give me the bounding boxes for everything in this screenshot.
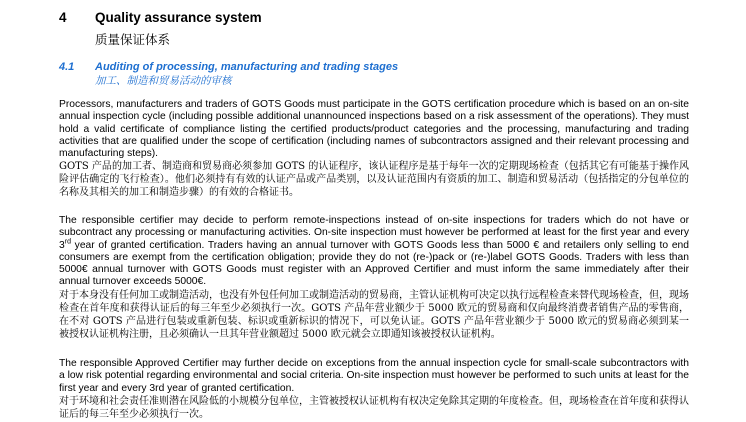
section-title-chinese: 质量保证体系 (95, 33, 171, 47)
subsection-title-chinese: 加工、制造和贸易活动的审核 (95, 75, 232, 87)
paragraph-2-english-part-b: year of granted certification. Traders having an annual turnover with GOTS Goods less than 5000 € and retailers only selling to end consumers are exempt from the certification obligation; provide they do not (re-)pack or (re-)label GOTS Goods. Traders with less than 5000€ annual turnover with GOTS Goods must register with an Approved Certifier and must inform the same immediately after their annual turnover exceeds 5000€. (59, 239, 689, 288)
subsection-title: Auditing of processing, manufacturing and trading stages (95, 61, 399, 73)
ordinal-suffix: rd (64, 238, 71, 246)
paragraph-1-chinese: GOTS 产品的加工者、制造商和贸易商必须参加 GOTS 的认证程序，该认证程序是基于每年一次的定期现场检查（包括其它有可能基于操作风险评估确定的飞行检查）。他们必须持有有效的认证产品或产品类别，以及认证范围内有资质的加工、制造和贸易活动（包括指定的分包单位的名称及其相关的加工和制造步骤）的有效的合格证书。 (59, 161, 689, 199)
paragraph-1 (59, 99, 689, 199)
paragraph-3-chinese: 对于环境和社会责任准则潜在风险低的小规模分包单位，主管被授权认证机构有权决定免除其定期的年度检查。但，现场检查在首年度和获得认证后的每三年至少必须执行一次。 (59, 395, 689, 420)
paragraph-3-english: The responsible Approved Certifier may further decide on exceptions from the annual inspection cycle for small-scale subcontractors with a low risk potential regarding environmental and social criteria. On-site inspection must however be performed to such units at least for the first year and every 3rd year of granted certification. (59, 358, 689, 394)
paragraph-2-chinese: 对于本身没有任何加工或制造活动，也没有外包任何加工或制造活动的贸易商，主管认证机构可决定以执行远程检查来替代现场检查，但，现场检查在首年度和获得认证后的每三年至少必须执行一次。GOTS 产品年营业额少于 5000 欧元的贸易商和仅向最终消费者销售产品的零售商，在不对 GOTS 产品进行包装或重新包装、标识或重新标识的情况下，可以免认证。GOTS 产品年营业额少于 5000 欧元的贸易商必须到某一被授权认证机构注册，且必须确认一旦其年营业额超过 5000 欧元就会立即通知该被授权认证机构。 (59, 289, 689, 340)
paragraph-2-english (59, 215, 689, 289)
paragraph-3 (59, 358, 689, 421)
paragraph-2 (59, 215, 689, 341)
paragraph-1-english: Processors, manufacturers and traders of GOTS Goods must participate in the GOTS certification procedure which is based on an on-site annual inspection cycle (including possible additional unannounced inspections based on a risk assessment of the operations). They must hold a valid certificate of compliance listing the certified products/product categories and the processing, manufacturing and trading activities that are qualified under the scope of certification (including names of subcontractors assigned and their relevant processing and manufacturing steps). (59, 99, 689, 160)
section-number: 4 (59, 10, 67, 25)
paragraph-2-english-part-a: The responsible certifier may decide to perform remote-inspections instead of on-site inspections for traders which do not have or subcontract any processing or manufacturing activities. On-site inspection must however be performed at least for the first year and every 3 (59, 215, 689, 251)
section-title: Quality assurance system (95, 10, 262, 25)
subsection-number: 4.1 (59, 61, 75, 73)
